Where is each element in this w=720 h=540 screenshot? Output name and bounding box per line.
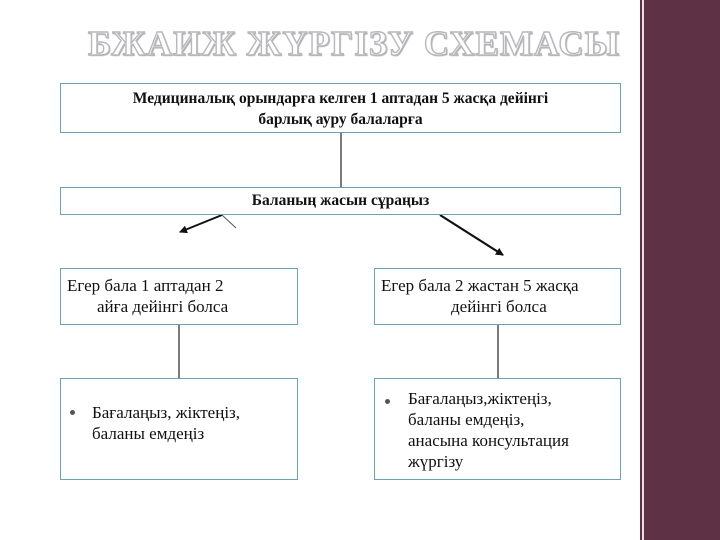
box-right-action-line3: анасына консультация [408,431,569,450]
box-ask-age: Баланың жасын сұраңыз [60,187,621,215]
box-right-condition-line1: Егер бала 2 жастан 5 жасқа [381,276,579,295]
box-left-action-line1: Бағалаңыз, жіктеңіз, [92,403,241,422]
arrow-to-right-condition [440,215,503,255]
box-right-action-line4: жүргізу [408,452,464,471]
box-target-group [60,83,621,133]
bullet-icon [70,410,75,415]
page-title: БЖАИЖ ЖҮРГІЗУ СХЕМАСЫ [87,24,621,63]
bullet-icon [385,399,390,404]
box-left-condition-line2: айға дейінгі болса [97,297,229,316]
box-right-action [374,378,621,480]
box-target-group-line1: Медициналық орындарға келген 1 аптадан 5 жасқа дейінгі [132,90,549,107]
box-right-condition-line2: дейінгі болса [451,297,547,316]
arrow-to-left-condition [180,215,222,232]
box-right-action-line1: Бағалаңыз,жіктеңіз, [408,389,552,408]
box-left-condition-line1: Егер бала 1 аптадан 2 [67,276,224,295]
box-left-condition [60,268,298,325]
box-right-condition [374,268,621,325]
box-target-group-line2: барлық ауру балаларға [258,111,423,128]
box-right-action-line2: баланы емдеңіз, [408,410,525,429]
arrow-tail-left [222,215,236,228]
box-left-action [60,378,298,480]
box-left-action-line2: баланы емдеңіз [92,424,205,443]
